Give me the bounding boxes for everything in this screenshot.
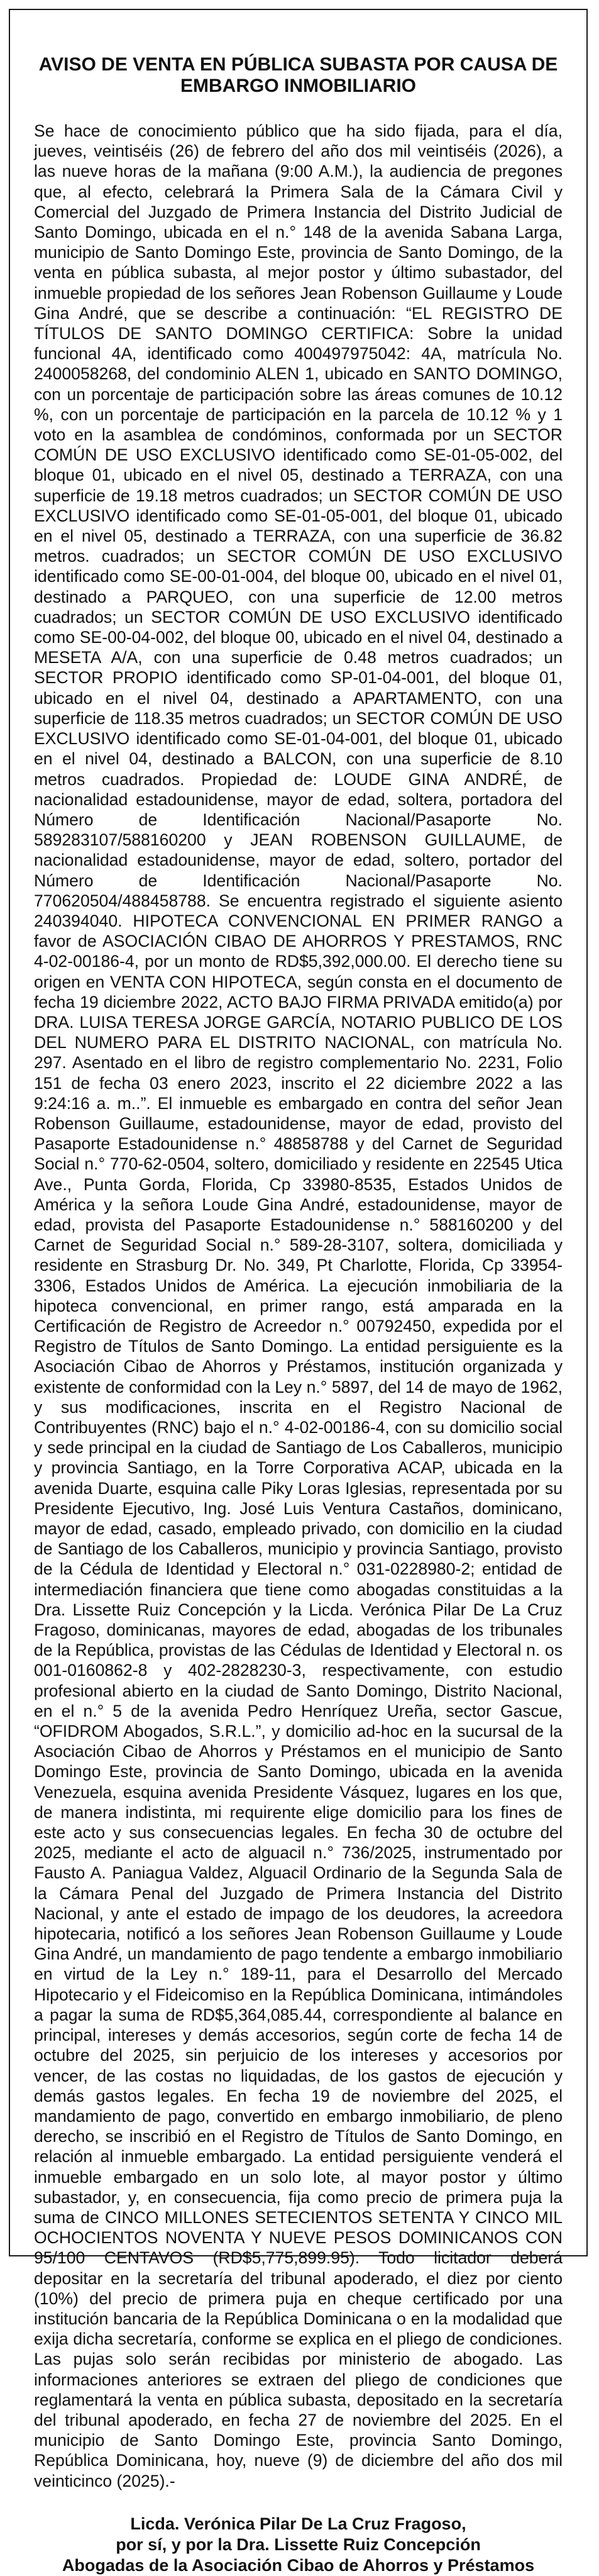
signature-line-2: por sí, y por la Dra. Lissette Ruiz Concepción — [116, 2534, 481, 2554]
notice-title-line-2: EMBARGO INMOBILIARIO — [180, 75, 416, 96]
signature-line-3: Abogadas de la Asociación Cibao de Ahorros y Préstamos — [62, 2555, 535, 2575]
signature-line-1: Licda. Verónica Pilar De La Cruz Fragoso, — [130, 2514, 466, 2533]
signature-block — [34, 2514, 563, 2576]
notice-title — [34, 54, 563, 97]
notice-title-line-1: AVISO DE VENTA EN PÚBLICA SUBASTA POR CAUSA DE — [38, 54, 558, 75]
notice-body-text: Se hace de conocimiento público que ha sido fijada, para el día, jueves, veintiséis (26) de febrero del año dos mil veintiséis (2026), a las nueve horas de la mañana (9:00 A.M.), la audiencia de pregones que, al efecto, celebrará la Primera Sala de la Cámara Civil y Comercial del Juzgado de Primera Instancia del Distrito Judicial de Santo Domingo, ubicada en el n.° 148 de la avenida Sabana Larga, municipio de Santo Domingo Este, provincia de Santo Domingo, de la venta en pública subasta, al mejor postor y último subastador, del inmueble propiedad de los señores Jean Robenson Guillaume y Loude Gina André, que se describe a continuación: “EL REGISTRO DE TÍTULOS DE SANTO DOMINGO CERTIFICA: Sobre la unidad funcional 4A, identificado como 400497975042: 4A, matrícula No. 2400058268, del condominio ALEN 1, ubicado en SANTO DOMINGO, con un porcentaje de participación sobre las áreas comunes de 10.12 %, con un porcentaje de participación en la parcela de 10.12 % y 1 voto en la asamblea de condóminos, conformada por un SECTOR COMÚN DE USO EXCLUSIVO identificado como SE-01-05-002, del bloque 01, ubicado en el nivel 05, destinado a TERRAZA, con una superficie de 19.18 metros cuadrados; un SECTOR COMÚN DE USO EXCLUSIVO identificado como SE-01-05-001, del bloque 01, ubicado en el nivel 05, destinado a TERRAZA, con una superficie de 36.82 metros. cuadrados; un SECTOR COMÚN DE USO EXCLUSIVO identificado como SE-00-01-004, del bloque 00, ubicado en el nivel 01, destinado a PARQUEO, con una superficie de 12.00 metros cuadrados; un SECTOR COMÚN DE USO EXCLUSIVO identificado como SE-00-04-002, del bloque 00, ubicado en el nivel 04, destinado a MESETA A/A, con una superficie de 0.48 metros cuadrados; un SECTOR PROPIO identificado como SP-01-04-001, del bloque 01, ubicado en el nivel 04, destinado a APARTAMENTO, con una superficie de 118.35 metros cuadrados; un SECTOR COMÚN DE USO EXCLUSIVO identificado como SE-01-04-001, del bloque 01, ubicado en el nivel 04, destinado a BALCON, con una superficie de 8.10 metros cuadrados. Propiedad de: LOUDE GINA ANDRÉ, de nacionalidad estadounidense, mayor de edad, soltera, portadora del Número de Identificación Nacional/Pasaporte No. 589283107/588160200 y JEAN ROBENSON GUILLAUME, de nacionalidad estadounidense, mayor de edad, soltero, portador del Número de Identificación Nacional/Pasaporte No. 770620504/488458788. Se encuentra registrado el siguiente asiento 240394040. HIPOTECA CONVENCIONAL EN PRIMER RANGO a favor de ASOCIACIÓN CIBAO DE AHORROS Y PRESTAMOS, RNC 4-02-00186-4, por un monto de RD$5,392,000.00. El derecho tiene su origen en VENTA CON HIPOTECA, según consta en el documento de fecha 19 diciembre 2022, ACTO BAJO FIRMA PRIVADA emitido(a) por DRA. LUISA TERESA JORGE GARCÍA, NOTARIO PUBLICO DE LOS DEL NUMERO PARA EL DISTRITO NACIONAL, con matrícula No. 297. Asentado en el libro de registro complementario No. 2231, Folio 151 de fecha 03 enero 2023, inscrito el 22 diciembre 2022 a las 9:24:16 a. m..”. El inmueble es embargado en contra del señor Jean Robenson Guillaume, estadounidense, mayor de edad, provisto del Pasaporte Estadounidense n.° 48858788 y del Carnet de Seguridad Social n.° 770-62-0504, soltero, domiciliado y residente en 22545 Utica Ave., Punta Gorda, Florida, Cp 33980-8535, Estados Unidos de América y la señora Loude Gina André, estadounidense, mayor de edad, provista del Pasaporte Estadounidense n.° 588160200 y del Carnet de Seguridad Social n.° 589-28-3107, soltera, domiciliada y residente en Strasburg Dr. No. 349, Pt Charlotte, Florida, Cp 33954-3306, Estados Unidos de América. La ejecución inmobiliaria de la hipoteca convencional, en primer rango, está amparada en la Certificación de Registro de Acreedor n.° 00792450, expedida por el Registro de Títulos de Santo Domingo. La entidad persiguiente es la Asociación Cibao de Ahorros y Préstamos, institución organizada y existente de conformidad con la Ley n.° 5897, del 14 de mayo de 1962, y sus modificaciones, inscrita en el Registro Nacional de Contribuyentes (RNC) bajo el n.° 4-02-00186-4, con su domicilio social y sede principal en la ciudad de Santiago de Los Caballeros, municipio y provincia Santiago, en la Torre Corporativa ACAP, ubicada en la avenida Duarte, esquina calle Piky Loras Iglesias, representada por su Presidente Ejecutivo, Ing. José Luis Ventura Castaños, dominicano, mayor de edad, casado, empleado privado, con domicilio en la ciudad de Santiago de los Caballeros, municipio y provincia Santiago, provisto de la Cédula de Identidad y Electoral n.° 031-0228980-2; entidad de intermediación financiera que tiene como abogadas constituidas a la Dra. Lissette Ruiz Concepción y la Licda. Verónica Pilar De La Cruz Fragoso, dominicanas, mayores de edad, abogadas de los tribunales de la República, provistas de las Cédulas de Identidad y Electoral n. os 001-0160862-8 y 402-2828230-3, respectivamente, con estudio profesional abierto en la ciudad de Santo Domingo, Distrito Nacional, en el n.° 5 de la avenida Pedro Henríquez Ureña, sector Gascue, “OFIDROM Abogados, S.R.L.”, y domicilio ad-hoc en la sucursal de la Asociación Cibao de Ahorros y Préstamos en el municipio de Santo Domingo Este, provincia de Santo Domingo, ubicada en la avenida Venezuela, esquina avenida Presidente Vásquez, lugares en los que, de manera indistinta, mi requirente elige domicilio para los fines de este acto y sus consecuencias legales. En fecha 30 de octubre del 2025, mediante el acto de alguacil n.° 736/2025, instrumentado por Fausto A. Paniagua Valdez, Alguacil Ordinario de la Segunda Sala de la Cámara Penal del Juzgado de Primera Instancia del Distrito Nacional, y ante el estado de impago de los deudores, la acreedora hipotecaria, notificó a los señores Jean Robenson Guillaume y Loude Gina André, un mandamiento de pago tendente a embargo inmobiliario en virtud de la Ley n.° 189-11, para el Desarrollo del Mercado Hipotecario y el Fideicomiso en la República Dominicana, intimándoles a pagar la suma de RD$5,364,085.44, correspondiente al balance en principal, intereses y demás accesorios, según corte de fecha 14 de octubre del 2025, sin perjuicio de los intereses y accesorios por vencer, de las costas no liquidadas, de los gastos de ejecución y demás gastos legales. En fecha 19 de noviembre del 2025, el mandamiento de pago, convertido en embargo inmobiliario, de pleno derecho, se inscribió en el Registro de Títulos de Santo Domingo, en relación al inmueble embargado. La entidad persiguiente venderá el inmueble embargado en un solo lote, al mayor postor y último subastador, y, en consecuencia, fija como precio de primera puja la suma de CINCO MILLONES SETECIENTOS SETENTA Y CINCO MIL OCHOCIENTOS NOVENTA Y NUEVE PESOS DOMINICANOS CON 95/100 CENTAVOS (RD$5,775,899.95). Todo licitador deberá depositar en la secretaría del tribunal apoderado, el diez por ciento (10%) del precio de primera puja en cheque certificado por una institución bancaria de la República Dominicana o en la modalidad que exija dicha secretaría, conforme se explica en el pliego de condiciones. Las pujas solo serán recibidas por ministerio de abogado. Las informaciones anteriores se extraen del pliego de condiciones que reglamentará la venta en pública subasta, depositado en la secretaría del tribunal apoderado, en fecha 27 de noviembre del 2025. En el municipio de Santo Domingo Este, provincia Santo Domingo, República Dominicana, hoy, nueve (9) de diciembre del año dos mil veinticinco (2025).- — [34, 121, 563, 2490]
legal-notice-frame — [9, 9, 588, 2575]
